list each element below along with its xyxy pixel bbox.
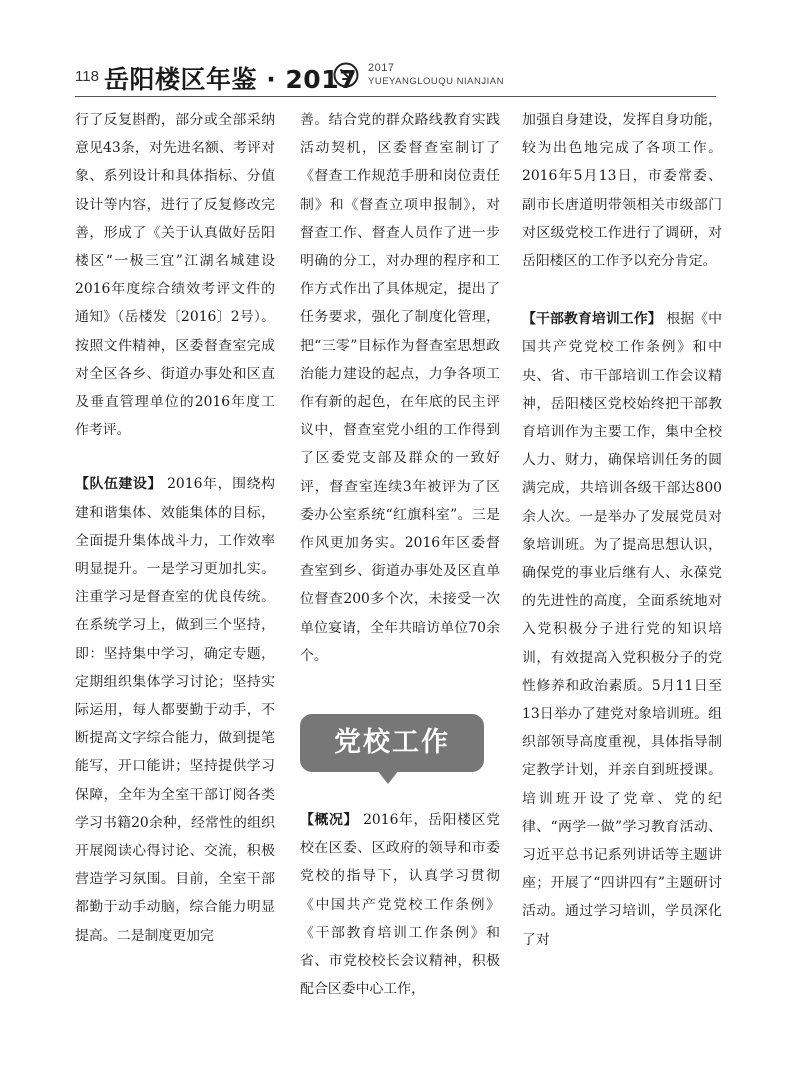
paragraph	[75, 470, 275, 949]
paragraph: 加强自身建设，发挥自身功能，较为出色地完成了各项工作。2016年5月13日，市委常委、副市长唐道明带领相关市级部门对区级党校工作进行了调研，对岳阳楼区的工作予以充分肯定。	[522, 112, 722, 270]
text-column-2	[300, 106, 500, 670]
page-number: 118	[75, 68, 99, 85]
header-year: 2017	[368, 62, 395, 74]
section-heading: 【队伍建设】	[75, 476, 163, 493]
paragraph: 善。结合党的群众路线教育实践活动契机，区委督查室制订了《督查工作规范手册和岗位责任制》和《督查立项申报制》，对督查工作、督查人员作了进一步明确的分工，对办理的程序和工作方式作出了具体规定，提出了任务要求，强化了制度化管理，把“三零”目标作为督查室思想政治能力建设的起点，力争各项工作有新的起色，在年底的民主评议中，督查室党小组的工作得到了区委党支部及群众的一致好评，督查室连续3年被评为了区委办公室系统“红旗科室”。三是作风更加务实。2016年区委督查室到乡、街道办事处及区直单位督查200多个次，未接受一次单位宴请，全年共暗访单位70余个。	[300, 112, 500, 664]
text-column-1	[75, 106, 275, 950]
header-pinyin: YUEYANGLOUQU NIANJIAN	[368, 76, 504, 87]
paragraph	[522, 305, 722, 954]
paragraph-body: 2016年，围绕构建和谐集体、效能集体的目标，全面提升集体战斗力，工作效率明显提升。一是学习更加扎实。注重学习是督查室的优良传统。在系统学习上，做到三个坚持，即：坚持集中学习，确定专题，定期组织集体学习讨论；坚持实际运用，每人都要勤于动手，不断提高文字综合能力，做到提笔能写，开口能讲；坚持提供学习保障，全年为全室干部订阅各类学习书籍20余种，经常性的组织开展阅读心得讨论、交流，积极营造学习氛围。目前，全室干部都勤于动手动脑，综合能力明显提高。二是制度更加完	[75, 476, 275, 944]
text-column-2-lower	[300, 806, 500, 1003]
paragraph-body: 根据《中国共产党党校工作条例》和中央、省、市干部培训工作会议精神，岳阳楼区党校始终把干部教育培训作为主要工作，集中全校人力、财力，确保培训任务的圆满完成，共培训各级干部达800余人次。一是举办了发展党员对象培训班。为了提高思想认识，确保党的事业后继有人、永葆党的先进性的高度，全面系统地对入党积极分子进行党的知识培训，有效提高入党积极分子的党性修养和政治素质。5月11日至13日举办了建党对象培训班。组织部领导高度重视，具体指导制定教学计划，并亲自到班授课。培训班开设了党章、党的纪律、“两学一做”学习教育活动、习近平总书记系列讲话等主题讲座；开展了“四讲四有”主题研讨活动。通过学习培训，学员深化了对	[522, 311, 722, 948]
paragraph: 行了反复斟酌，部分或全部采纳意见43条，对先进名额、考评对象、系列设计和具体指标、分值设计等内容，进行了反复修改完善，形成了《关于认真做好岳阳楼区“一极三宜”江湖名城建设2016年度综合绩效考评文件的通知》（岳楼发〔2016〕2号）。按照文件精神，区委督查室完成对全区各乡、街道办事处和区直及垂直管理单位的2016年度工作考评。	[75, 112, 275, 439]
text-column-3	[522, 106, 722, 954]
section-title-badge: 党校工作	[300, 714, 484, 772]
section-heading: 【干部教育培训工作】	[522, 311, 662, 328]
paragraph-body: 2016年，岳阳楼区党校在区委、区政府的领导和市委党校的指导下，认真学习贯彻《中国共产党党校工作条例》《干部教育培训工作条例》和省、市党校校长会议精神，积极配合区委中心工作，	[300, 812, 500, 998]
book-title: 岳阳楼区年鉴 · 2017	[104, 65, 357, 94]
header-divider	[75, 96, 716, 97]
badge-pointer	[377, 770, 399, 784]
page-header	[0, 0, 793, 105]
paragraph	[300, 806, 500, 1003]
section-heading: 【概况】	[300, 812, 359, 828]
circle-arrow-icon	[333, 62, 359, 88]
